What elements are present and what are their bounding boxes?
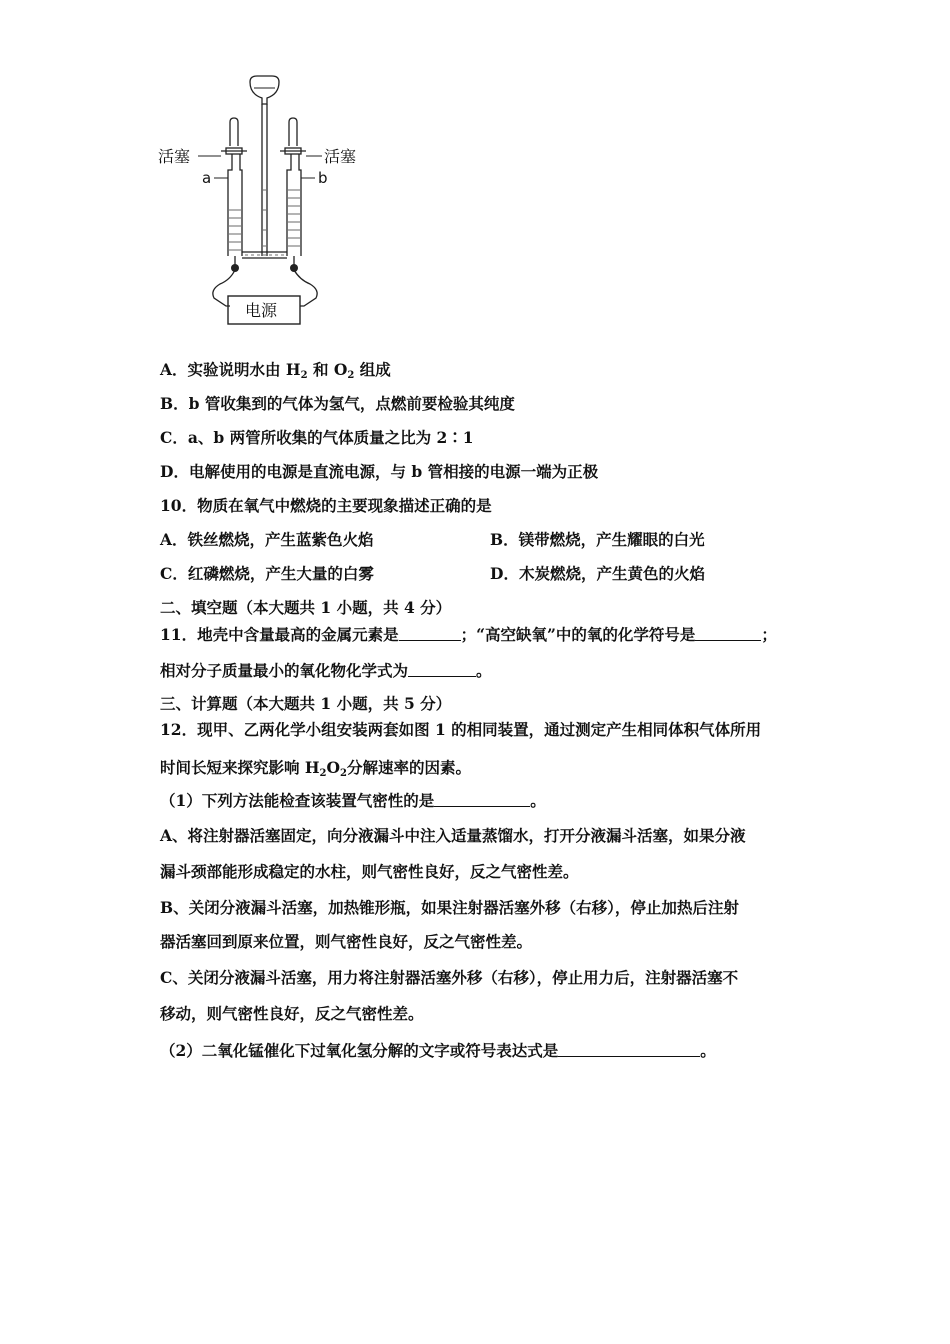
q12-option-b-line2: 器活塞回到原来位置，则气密性良好，反之气密性差。 — [160, 932, 533, 951]
tube-b-label: b — [318, 169, 328, 187]
stopcock-left-label: 活塞 — [158, 147, 191, 166]
q11-line2: 相对分子质量最小的氧化物化学式为 。 — [160, 661, 492, 680]
q12-option-c-line2: 移动，则气密性良好，反之气密性差。 — [160, 1004, 424, 1023]
q10-row1 — [160, 530, 705, 550]
section3-heading: 三、计算题（本大题共 1 小题，共 5 分） — [160, 694, 452, 713]
q12-sub1-blank[interactable] — [434, 790, 530, 807]
funnel-bulb — [250, 76, 279, 104]
q10-option-c: C．红磷燃烧，产生大量的白雾 — [160, 564, 374, 583]
q9-option-c: C．a、b 两管所收集的气体质量之比为 2∶1 — [160, 428, 474, 447]
q10-row2 — [160, 564, 705, 584]
q11-blank-3[interactable] — [408, 660, 476, 677]
q10-option-d: D．木炭燃烧，产生黄色的火焰 — [490, 564, 705, 583]
power-source-label: 电源 — [245, 301, 278, 320]
q9-option-a: A．实验说明水由 $H_2$ 和 $O_2$ 组成 — [160, 360, 391, 381]
left-electrode — [231, 264, 239, 272]
q12-option-a-line1: A、将注射器活塞固定，向分液漏斗中注入适量蒸馏水，打开分液漏斗活塞，如果分液 — [160, 826, 746, 845]
q10-option-b: B．镁带燃烧，产生耀眼的白光 — [490, 530, 705, 549]
q11-blank-1[interactable] — [399, 624, 461, 641]
q10-option-a: A．铁丝燃烧，产生蓝紫色火焰 — [160, 530, 374, 549]
section2-heading: 二、填空题（本大题共 1 小题，共 4 分） — [160, 598, 452, 617]
right-tube — [287, 154, 291, 256]
tube-a-label: a — [202, 169, 212, 187]
q12-option-c-line1: C、关闭分液漏斗活塞，用力将注射器活塞外移（右移），停止用力后，注射器活塞不 — [160, 968, 739, 987]
stopcock-right-label: 活塞 — [324, 147, 357, 166]
q12-sub2-blank[interactable] — [558, 1040, 700, 1057]
q11-line1: 11．地壳中含量最高的金属元素是 ；“高空缺氧”中的氧的化学符号是 ； — [160, 625, 777, 644]
left-tube — [228, 154, 232, 256]
q11-blank-2[interactable] — [695, 624, 761, 641]
q12-option-a-line2: 漏斗颈部能形成稳定的水柱，则气密性良好，反之气密性差。 — [160, 862, 579, 881]
q9-option-d: D．电解使用的电源是直流电源，与 b 管相接的电源一端为正极 — [160, 462, 599, 481]
q9-option-b: B．b 管收集到的气体为氢气，点燃前要检验其纯度 — [160, 394, 515, 413]
q12-sub2: （2）二氧化锰催化下过氧化氢分解的文字或符号表达式是 。 — [160, 1041, 716, 1060]
q12-option-b-line1: B、关闭分液漏斗活塞，加热锥形瓶，如果注射器活塞外移（右移），停止加热后注射 — [160, 898, 739, 917]
right-tube-tip — [289, 118, 297, 146]
electrolysis-apparatus-figure — [150, 70, 380, 332]
q10-stem: 10．物质在氧气中燃烧的主要现象描述正确的是 — [160, 496, 492, 515]
left-wire — [213, 270, 235, 306]
q12-line1: 12．现甲、乙两化学小组安装两套如图 1 的相同装置，通过测定产生相同体积气体所用 — [160, 720, 762, 739]
q12-sub1: （1）下列方法能检查该装置气密性的是 。 — [160, 791, 546, 810]
right-wire — [294, 270, 317, 306]
q12-line2: 时间长短来探究影响 $H_2O_2$分解速率的因素。 — [160, 758, 472, 779]
right-electrode — [290, 264, 298, 272]
left-tube-tip — [230, 118, 238, 146]
